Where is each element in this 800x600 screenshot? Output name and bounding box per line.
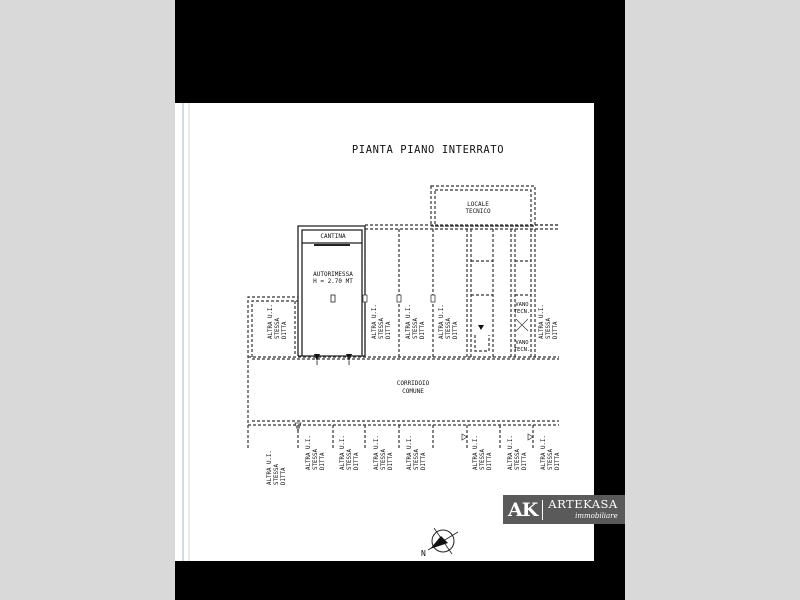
- corridoio-label-2: COMUNE: [402, 388, 424, 395]
- svg-text:DITTA: DITTA: [522, 452, 528, 470]
- logo-mark: AK: [508, 498, 538, 521]
- logo-subtitle: immobiliare: [575, 511, 618, 520]
- svg-text:DITTA: DITTA: [553, 321, 559, 339]
- svg-text:STESSA: STESSA: [413, 318, 419, 339]
- svg-text:STESSA: STESSA: [515, 449, 521, 470]
- svg-text:ALTRA U.I.: ALTRA U.I.: [407, 435, 413, 470]
- unit-label: [541, 435, 561, 470]
- artekasa-logo: [503, 495, 625, 524]
- unit-label: [340, 435, 360, 470]
- svg-text:STESSA: STESSA: [275, 318, 281, 339]
- vano-tecn-lower-label-2: TECN.: [513, 347, 531, 353]
- lower-unit-labels: [267, 435, 561, 485]
- corridoio-comune: [248, 357, 559, 425]
- svg-text:DITTA: DITTA: [386, 321, 392, 339]
- svg-text:STESSA: STESSA: [548, 449, 554, 470]
- unit-label: [267, 450, 287, 485]
- vano-tecn-upper-label-2: TECN.: [513, 309, 531, 315]
- svg-text:DITTA: DITTA: [354, 452, 360, 470]
- corridoio-label-1: CORRIDOIO: [396, 380, 430, 387]
- north-compass-icon: [428, 528, 458, 554]
- svg-text:ALTRA U.I.: ALTRA U.I.: [306, 435, 312, 470]
- cantina-label: CANTINA: [320, 233, 346, 240]
- svg-text:ALTRA U.I.: ALTRA U.I.: [267, 450, 273, 485]
- lower-unit-dividers: [295, 423, 533, 448]
- svg-text:DITTA: DITTA: [281, 467, 287, 485]
- svg-text:ALTRA U.I.: ALTRA U.I.: [374, 435, 380, 470]
- unit-label: [407, 435, 427, 470]
- svg-text:ALTRA U.I.: ALTRA U.I.: [268, 304, 274, 339]
- svg-text:DITTA: DITTA: [487, 452, 493, 470]
- svg-text:DITTA: DITTA: [282, 321, 288, 339]
- svg-text:ALTRA U.I.: ALTRA U.I.: [473, 435, 479, 470]
- svg-text:STESSA: STESSA: [546, 318, 552, 339]
- svg-text:STESSA: STESSA: [379, 318, 385, 339]
- compass-north-label: N: [421, 549, 426, 558]
- unit-label: [539, 304, 559, 339]
- svg-text:ALTRA U.I.: ALTRA U.I.: [406, 304, 412, 339]
- svg-text:STESSA: STESSA: [480, 449, 486, 470]
- svg-text:ALTRA U.I.: ALTRA U.I.: [539, 304, 545, 339]
- autorimessa-label: AUTORIMESSA: [313, 271, 353, 278]
- unit-label: [439, 304, 459, 339]
- autorimessa-height-label: H = 2.70 MT: [313, 278, 353, 285]
- locale-tecnico-label-2: TECNICO: [465, 208, 491, 215]
- svg-text:DITTA: DITTA: [453, 321, 459, 339]
- locale-tecnico-label-1: LOCALE: [467, 201, 489, 208]
- unit-label: [372, 304, 392, 339]
- svg-text:ALTRA U.I.: ALTRA U.I.: [340, 435, 346, 470]
- svg-text:DITTA: DITTA: [555, 452, 561, 470]
- unit-label: [306, 435, 326, 470]
- svg-text:DITTA: DITTA: [420, 321, 426, 339]
- logo-divider: [542, 500, 543, 520]
- logo-name: ARTEKASA: [548, 497, 618, 512]
- svg-text:STESSA: STESSA: [313, 449, 319, 470]
- svg-text:DITTA: DITTA: [320, 452, 326, 470]
- svg-text:STESSA: STESSA: [274, 464, 280, 485]
- svg-text:STESSA: STESSA: [446, 318, 452, 339]
- svg-text:ALTRA U.I.: ALTRA U.I.: [372, 304, 378, 339]
- unit-label: [473, 435, 493, 470]
- vano-tecn-upper-label-1: VANO: [515, 302, 529, 308]
- autorimessa-room: [298, 226, 365, 365]
- floor-plan-drawing: [175, 103, 594, 561]
- unit-label: [406, 304, 426, 339]
- unit-label: [268, 304, 288, 339]
- svg-text:STESSA: STESSA: [414, 449, 420, 470]
- logo-brand: [548, 499, 617, 520]
- vano-tecn-lower-label-1: VANO: [515, 340, 529, 346]
- plan-title: PIANTA PIANO INTERRATO: [351, 144, 505, 156]
- svg-text:STESSA: STESSA: [347, 449, 353, 470]
- floor-plan-sheet: [175, 103, 594, 561]
- svg-text:ALTRA U.I.: ALTRA U.I.: [541, 435, 547, 470]
- svg-text:ALTRA U.I.: ALTRA U.I.: [508, 435, 514, 470]
- locale-tecnico-room: [431, 186, 535, 226]
- unit-label: [374, 435, 394, 470]
- svg-text:ALTRA U.I.: ALTRA U.I.: [439, 304, 445, 339]
- svg-text:DITTA: DITTA: [421, 452, 427, 470]
- svg-text:DITTA: DITTA: [388, 452, 394, 470]
- unit-label: [508, 435, 528, 470]
- svg-text:STESSA: STESSA: [381, 449, 387, 470]
